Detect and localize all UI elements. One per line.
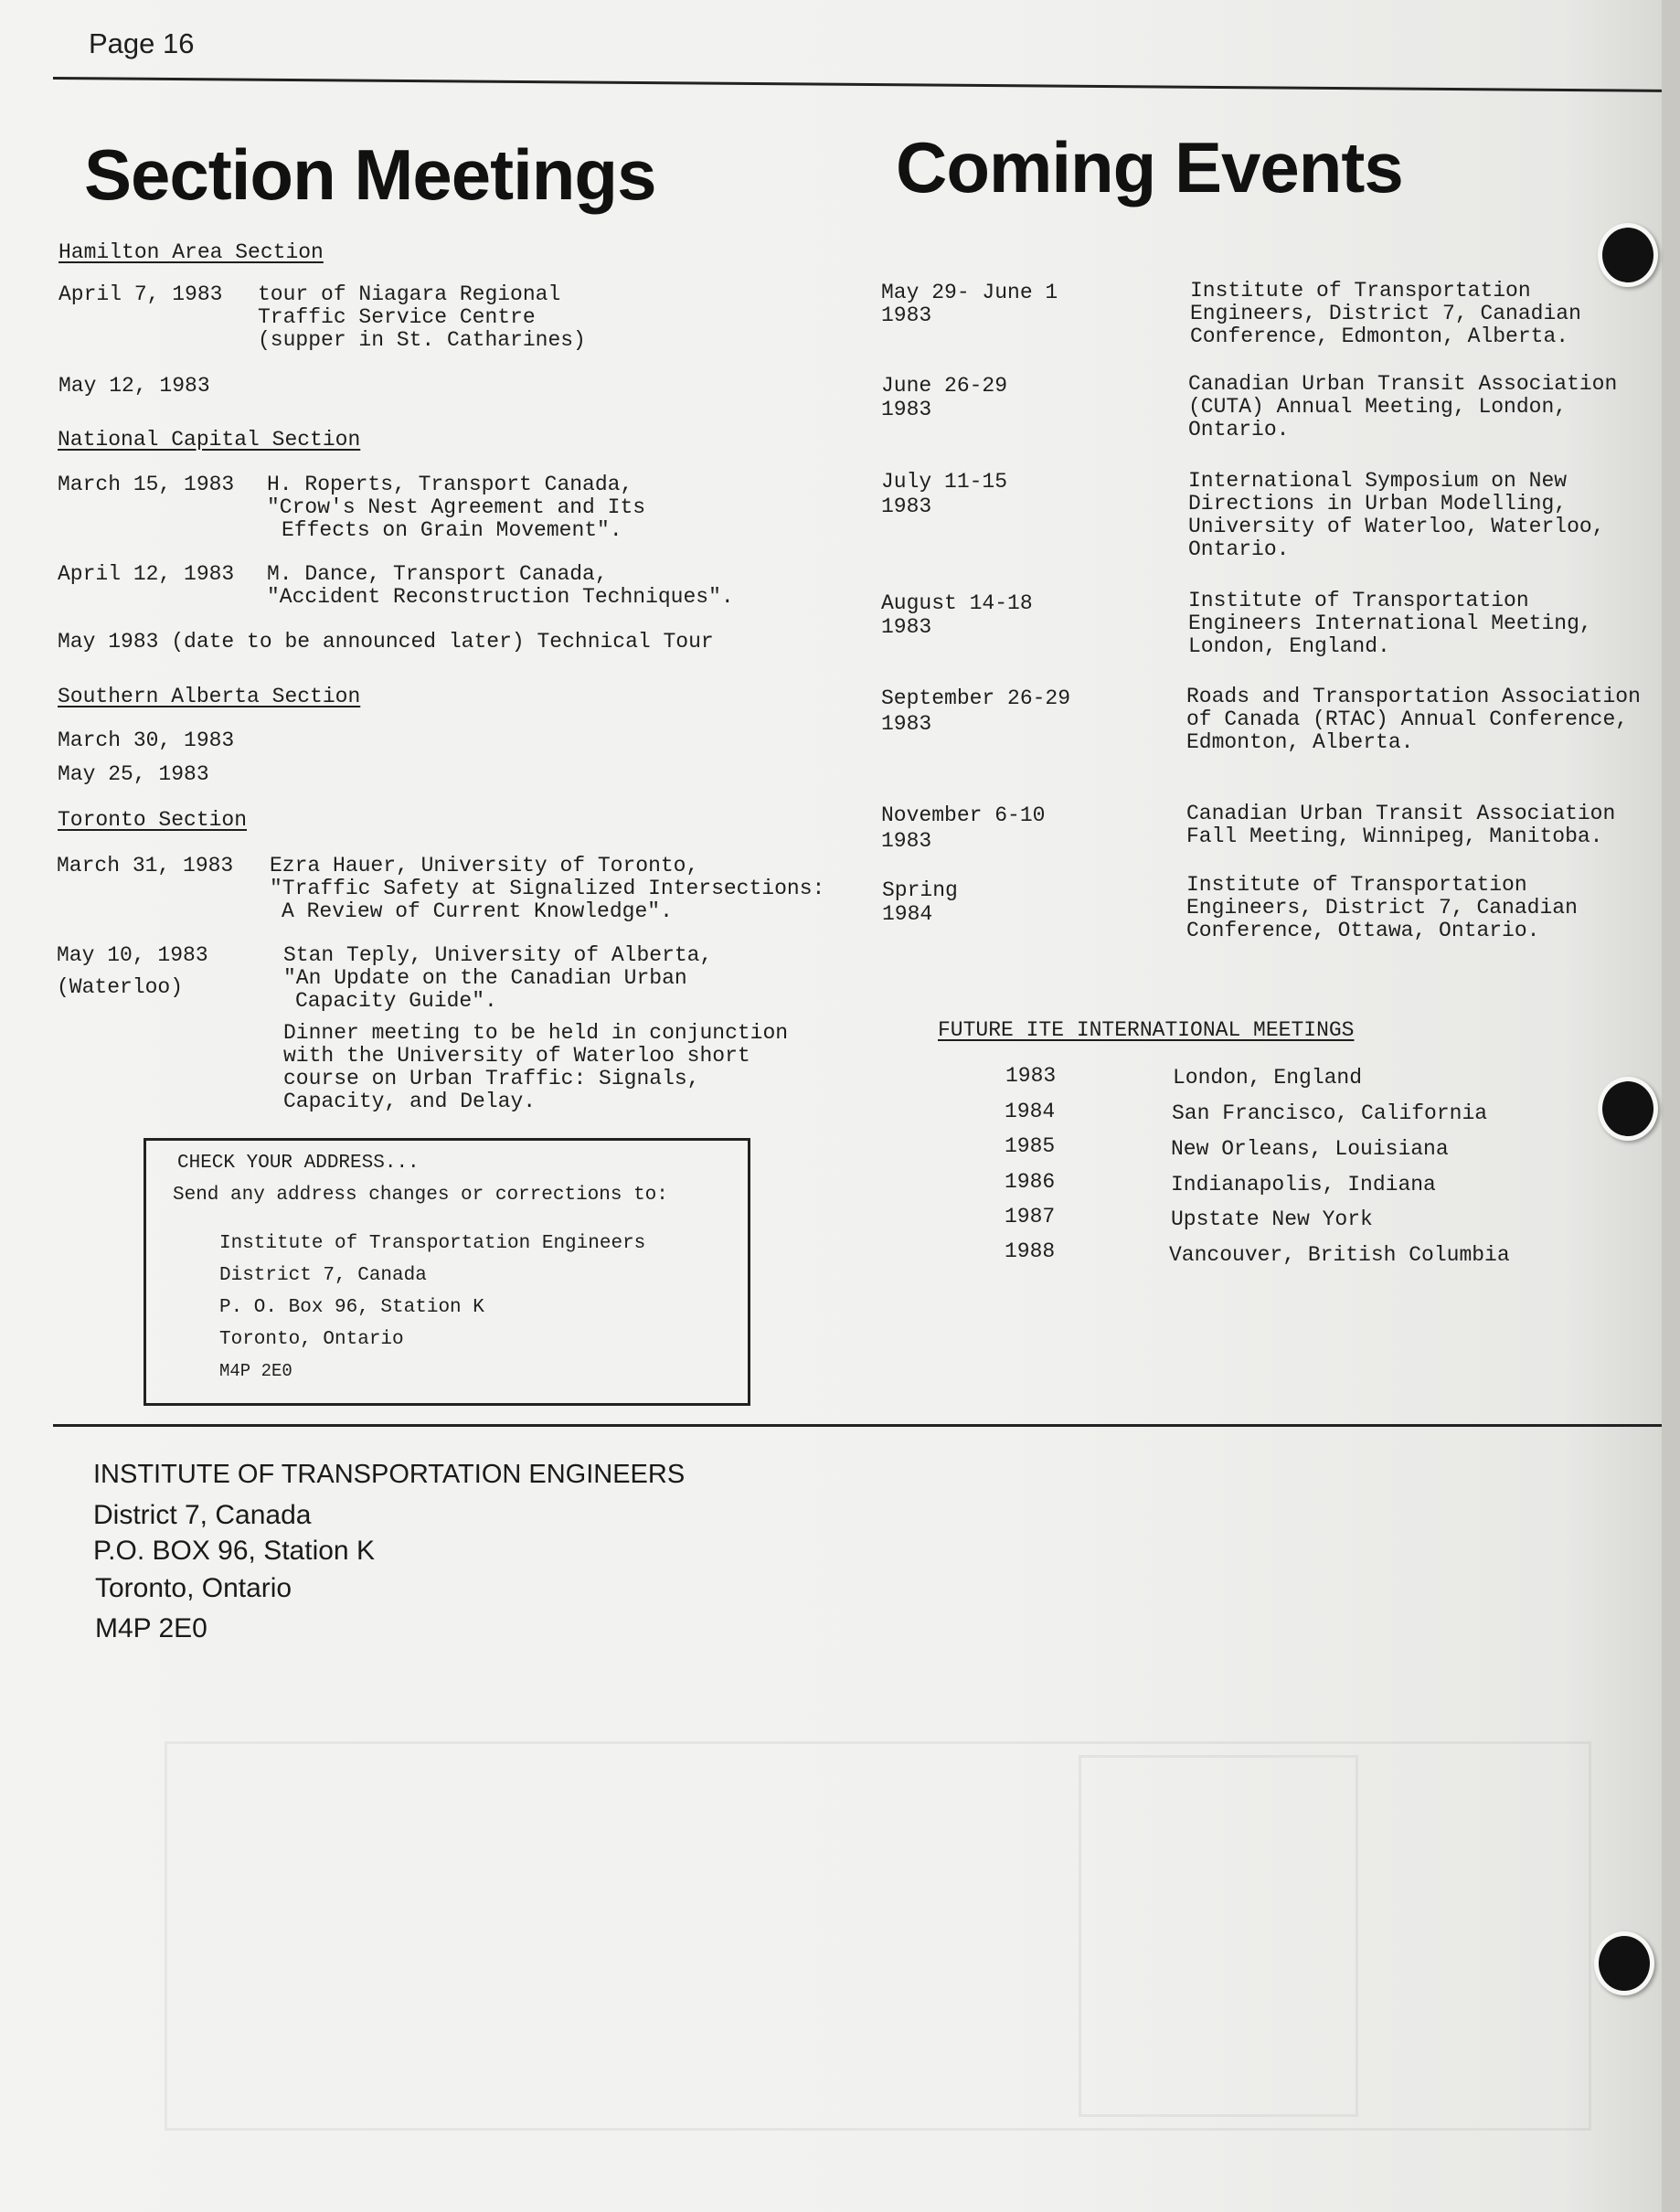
event-5-year: 1983 — [881, 712, 932, 736]
toronto-e1-line1: Ezra Hauer, University of Toronto, — [270, 854, 699, 877]
southern-alberta-date2: May 25, 1983 — [58, 762, 209, 786]
future-place: Indianapolis, Indiana — [1171, 1173, 1436, 1196]
toronto-e2-line5: with the University of Waterloo short — [283, 1044, 750, 1068]
toronto-e2-line4: Dinner meeting to be held in conjunction — [283, 1021, 789, 1045]
toronto-e1-date: March 31, 1983 — [57, 854, 234, 877]
event-7-desc3: Conference, Ottawa, Ontario. — [1186, 919, 1540, 942]
event-3-desc1: International Symposium on New — [1188, 469, 1568, 493]
event-5-desc3: Edmonton, Alberta. — [1186, 730, 1414, 754]
hamilton-e1-date: April 7, 1983 — [58, 282, 223, 306]
hamilton-heading: Hamilton Area Section — [58, 240, 324, 264]
event-1-desc3: Conference, Edmonton, Alberta. — [1190, 324, 1569, 348]
event-6-year: 1983 — [881, 829, 932, 853]
toronto-heading: Toronto Section — [58, 808, 248, 832]
event-2-date: June 26-29 — [881, 374, 1008, 398]
event-3-desc3: University of Waterloo, Waterloo, — [1188, 515, 1605, 538]
show-through-frame — [165, 1741, 1591, 2131]
national-e1-line3: Effects on Grain Movement". — [282, 518, 622, 542]
toronto-e2-line2: "An Update on the Canadian Urban — [283, 966, 687, 990]
event-1-year: 1983 — [881, 303, 932, 327]
future-year: 1985 — [1005, 1134, 1056, 1158]
event-7-desc2: Engineers, District 7, Canadian — [1186, 896, 1578, 920]
event-6-date: November 6-10 — [881, 803, 1046, 827]
event-3-desc4: Ontario. — [1188, 537, 1290, 561]
future-year: 1987 — [1005, 1205, 1056, 1228]
address-box-instruction: Send any address changes or corrections to: — [173, 1185, 668, 1206]
toronto-e2-line6: course on Urban Traffic: Signals, — [283, 1067, 700, 1090]
event-1-desc2: Engineers, District 7, Canadian — [1190, 302, 1581, 325]
future-place: Upstate New York — [1171, 1207, 1373, 1231]
future-place: Vancouver, British Columbia — [1169, 1243, 1510, 1267]
southern-alberta-date1: March 30, 1983 — [58, 728, 235, 752]
footer-line1: INSTITUTE OF TRANSPORTATION ENGINEERS — [93, 1460, 686, 1489]
national-e2-line1: M. Dance, Transport Canada, — [267, 562, 608, 586]
future-meetings-heading: FUTURE ITE INTERNATIONAL MEETINGS — [938, 1018, 1355, 1042]
national-heading: National Capital Section — [58, 428, 361, 452]
divider-rule — [53, 1424, 1662, 1427]
event-4-desc1: Institute of Transportation — [1188, 589, 1529, 612]
event-6-desc1: Canadian Urban Transit Association — [1186, 802, 1616, 825]
future-place: London, England — [1173, 1066, 1363, 1090]
future-year: 1984 — [1005, 1100, 1056, 1123]
national-e3-line: May 1983 (date to be announced later) Technical Tour — [58, 630, 714, 654]
hamilton-e1-line1: tour of Niagara Regional — [258, 282, 561, 306]
event-2-desc2: (CUTA) Annual Meeting, London, — [1188, 395, 1568, 419]
footer-line4: Toronto, Ontario — [95, 1573, 292, 1603]
future-year: 1988 — [1005, 1239, 1056, 1263]
event-7-desc1: Institute of Transportation — [1186, 873, 1527, 897]
event-4-desc2: Engineers International Meeting, — [1188, 611, 1592, 635]
toronto-e2-line3: Capacity Guide". — [295, 989, 497, 1013]
top-rule — [53, 77, 1662, 92]
section-meetings-title: Section Meetings — [84, 134, 656, 215]
event-3-date: July 11-15 — [881, 470, 1008, 494]
future-year: 1983 — [1005, 1064, 1057, 1088]
address-box-line2: District 7, Canada — [219, 1265, 427, 1286]
event-5-desc1: Roads and Transportation Association — [1186, 685, 1641, 708]
footer-line2: District 7, Canada — [93, 1500, 312, 1530]
event-4-desc3: London, England. — [1188, 634, 1390, 658]
national-e1-date: March 15, 1983 — [58, 473, 235, 496]
punch-hole — [1598, 1077, 1658, 1141]
punch-hole — [1598, 223, 1658, 287]
address-box-title: CHECK YOUR ADDRESS... — [177, 1153, 420, 1174]
hamilton-e1-line2: Traffic Service Centre — [258, 305, 536, 329]
southern-alberta-heading: Southern Alberta Section — [58, 685, 361, 708]
hamilton-e1-line3: (supper in St. Catharines) — [258, 328, 586, 352]
toronto-e1-line3: A Review of Current Knowledge". — [282, 899, 673, 923]
event-2-desc1: Canadian Urban Transit Association — [1188, 372, 1618, 396]
address-box-line5: M4P 2E0 — [219, 1361, 292, 1381]
toronto-e2-line7: Capacity, and Delay. — [283, 1090, 537, 1113]
address-box-line1: Institute of Transportation Engineers — [219, 1233, 646, 1254]
event-6-desc2: Fall Meeting, Winnipeg, Manitoba. — [1186, 824, 1603, 848]
punch-hole — [1594, 1931, 1654, 1995]
event-1-date: May 29- June 1 — [881, 281, 1058, 304]
page-edge — [1662, 0, 1680, 2212]
event-5-desc2: of Canada (RTAC) Annual Conference, — [1186, 707, 1629, 731]
event-7-year: 1984 — [882, 902, 933, 926]
event-3-year: 1983 — [881, 495, 932, 518]
toronto-e2-date: May 10, 1983 — [57, 943, 208, 967]
toronto-e1-line2: "Traffic Safety at Signalized Intersections: — [270, 877, 825, 900]
national-e1-line1: H. Roperts, Transport Canada, — [267, 473, 633, 496]
toronto-e2-line1: Stan Teply, University of Alberta, — [283, 943, 713, 967]
national-e2-date: April 12, 1983 — [58, 562, 235, 586]
event-7-date: Spring — [882, 878, 958, 902]
event-5-date: September 26-29 — [881, 686, 1071, 710]
coming-events-title: Coming Events — [896, 127, 1403, 207]
show-through-box — [1079, 1755, 1358, 2117]
event-1-desc1: Institute of Transportation — [1190, 279, 1531, 303]
hamilton-e2-date: May 12, 1983 — [58, 374, 210, 398]
future-year: 1986 — [1005, 1170, 1056, 1194]
event-2-year: 1983 — [881, 398, 932, 421]
national-e1-line2: "Crow's Nest Agreement and Its — [267, 495, 646, 519]
future-place: New Orleans, Louisiana — [1171, 1137, 1449, 1161]
page-number: Page 16 — [89, 27, 195, 59]
event-4-date: August 14-18 — [881, 591, 1033, 615]
address-box-line3: P. O. Box 96, Station K — [219, 1297, 484, 1318]
footer-line3: P.O. BOX 96, Station K — [93, 1536, 375, 1566]
national-e2-line2: "Accident Reconstruction Techniques". — [267, 585, 734, 609]
event-2-desc3: Ontario. — [1188, 418, 1290, 441]
future-place: San Francisco, California — [1172, 1101, 1488, 1125]
footer-line5: M4P 2E0 — [95, 1613, 207, 1643]
address-box-line4: Toronto, Ontario — [219, 1329, 404, 1350]
event-3-desc2: Directions in Urban Modelling, — [1188, 492, 1568, 516]
toronto-e2-place: (Waterloo) — [57, 975, 184, 999]
event-4-year: 1983 — [881, 615, 932, 639]
